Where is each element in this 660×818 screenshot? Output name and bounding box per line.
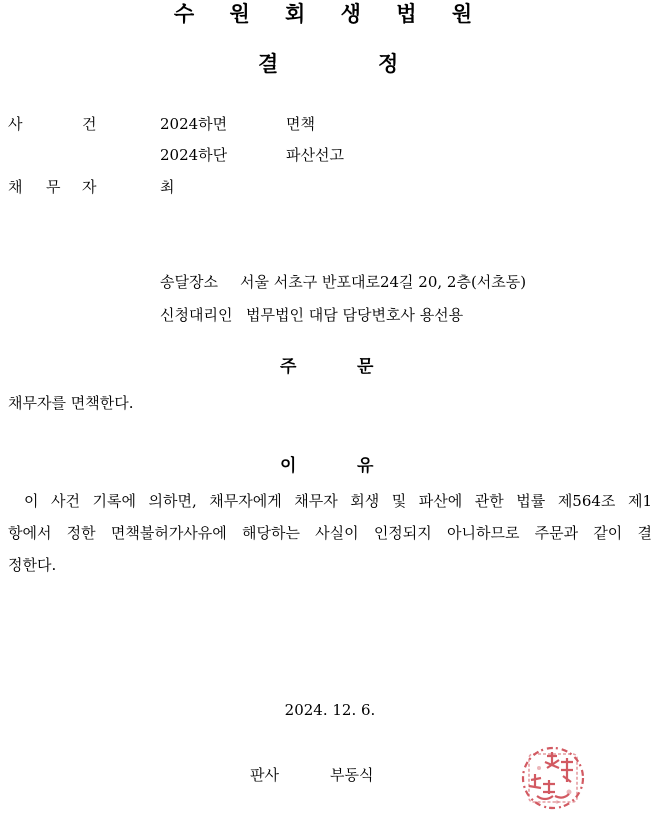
case-label-char: 건 — [82, 115, 97, 133]
debtor-label-char: 채 — [8, 178, 23, 196]
case-type: 면책 — [286, 115, 315, 133]
reasons-heading-right: 유 — [357, 456, 374, 476]
reasons-line: 이 사건 기록에 의하면, 채무자에게 채무자 회생 및 파산에 관한 법률 제564조 제1 — [24, 492, 652, 510]
reasons-line: 정한다. — [8, 556, 57, 574]
order-heading-left: 주 — [280, 357, 297, 377]
case-type: 파산선고 — [286, 146, 344, 164]
court-name: 수 원 회 생 법 원 — [173, 2, 487, 26]
court-seal-icon — [517, 740, 591, 814]
document-title-left: 결 — [258, 52, 279, 76]
reasons-heading-left: 이 — [280, 456, 297, 476]
order-heading-right: 문 — [357, 357, 374, 377]
judge-title: 판사 — [250, 766, 279, 784]
debtor-name: 최 — [160, 178, 175, 196]
agent-label: 신청대리인 — [160, 306, 233, 324]
case-label-char: 사 — [8, 115, 23, 133]
judge-name: 부동식 — [330, 766, 374, 784]
order-heading — [0, 356, 660, 378]
service-address: 서울 서초구 반포대로24길 20, 2층(서초동) — [240, 273, 527, 291]
case-number: 2024하면 — [160, 115, 228, 133]
service-label: 송달장소 — [160, 273, 218, 291]
case-number: 2024하단 — [160, 146, 228, 164]
reasons-heading — [0, 455, 660, 477]
order-text: 채무자를 면책한다. — [8, 394, 134, 412]
document-title-right: 정 — [378, 52, 399, 76]
debtor-label-char: 무 — [46, 178, 61, 196]
reasons-line: 항에서 정한 면책불허가사유에 해당하는 사실이 인정되지 아니하므로 주문과 같이 결 — [8, 524, 652, 542]
debtor-label-char: 자 — [82, 178, 97, 196]
decision-date: 2024. 12. 6. — [284, 701, 376, 719]
agent-value: 법무법인 대담 담당변호사 용선용 — [246, 306, 464, 324]
